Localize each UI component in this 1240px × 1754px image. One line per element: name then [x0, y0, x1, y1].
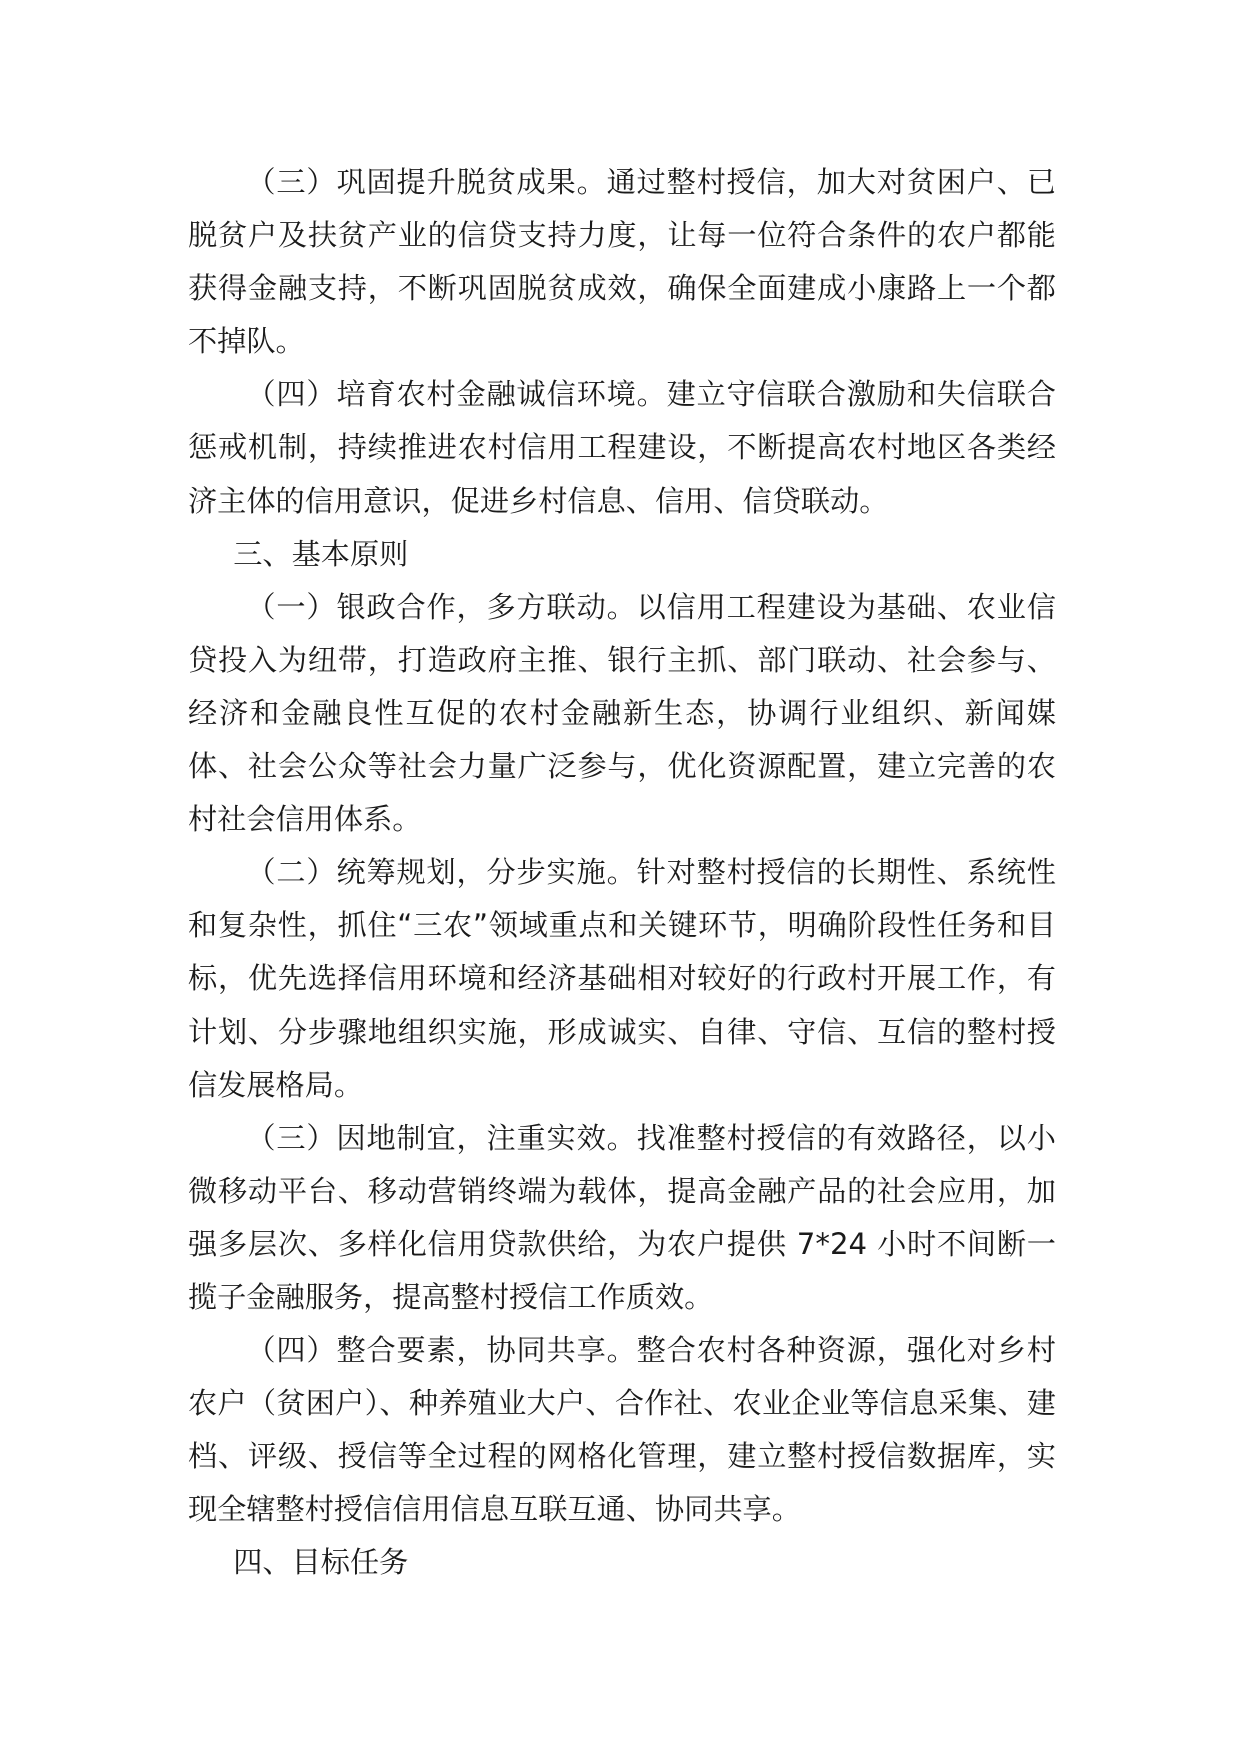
section-heading-basic-principles: 三、基本原则 — [233, 536, 409, 571]
paragraph-integrate-elements: （四）整合要素，协同共享。整合农村各种资源，强化对乡村农户（贫困户）、种养殖业大户、合作社、农业企业等信息采集、建档、评级、授信等全过程的网格化管理，建立整村授信数据库，实现全辖整村授信信用信息互联互通、协同共享。 — [188, 1333, 1056, 1527]
paragraph-local-conditions: （三）因地制宜，注重实效。找准整村授信的有效路径，以小微移动平台、移动营销终端为载体，提高金融产品的社会应用，加强多层次、多样化信用贷款供给，为农户提供 7*24 小时不间断一揽子金融服务，提高整村授信工作质效。 — [188, 1120, 1056, 1314]
paragraph-bank-government-cooperation: （一）银政合作，多方联动。以信用工程建设为基础、农业信贷投入为纽带，打造政府主推、银行主抓、部门联动、社会参与、经济和金融良性互促的农村金融新生态，协调行业组织、新闻媒体、社会公众等社会力量广泛参与，优化资源配置，建立完善的农村社会信用体系。 — [188, 589, 1056, 837]
document-body — [188, 156, 1056, 1590]
paragraph-rural-credit-environment: （四）培育农村金融诚信环境。建立守信联合激励和失信联合惩戒机制，持续推进农村信用工程建设，不断提高农村地区各类经济主体的信用意识，促进乡村信息、信用、信贷联动。 — [188, 377, 1056, 518]
paragraph-overall-planning: （二）统筹规划，分步实施。针对整村授信的长期性、系统性和复杂性，抓住“三农”领域重点和关键环节，明确阶段性任务和目标，优先选择信用环境和经济基础相对较好的行政村开展工作，有计划、分步骤地组织实施，形成诚实、自律、守信、互信的整村授信发展格局。 — [188, 855, 1056, 1102]
paragraph-consolidate-poverty-alleviation: （三）巩固提升脱贫成果。通过整村授信，加大对贫困户、已脱贫户及扶贫产业的信贷支持力度，让每一位符合条件的农户都能获得金融支持，不断巩固脱贫成效，确保全面建成小康路上一个都不掉队。 — [188, 165, 1056, 359]
section-heading-objectives-tasks: 四、目标任务 — [233, 1545, 409, 1580]
